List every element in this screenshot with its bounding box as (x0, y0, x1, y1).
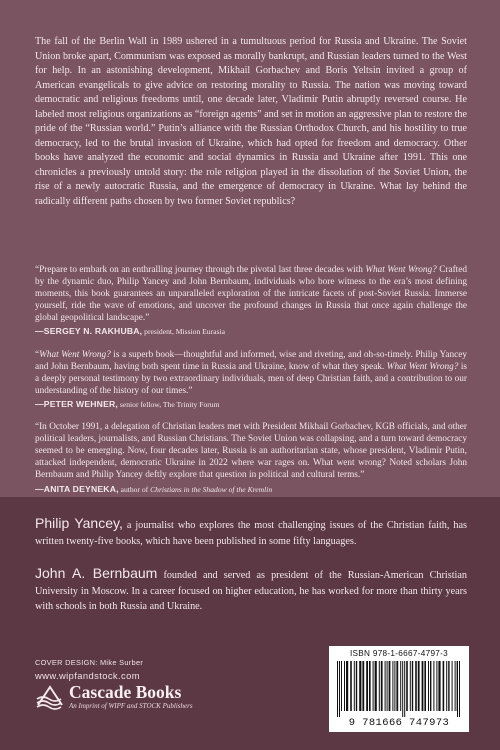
barcode-bars (335, 661, 463, 717)
barcode-bar (366, 661, 368, 711)
endorsement-text: “What Went Wrong? is a superb book—thoughtful and informed, wise and riveting, and oh-so-timely. Philip Yancey and John Bernbaum, having both spent time in Russia and Ukraine, know of what they speak. What Went Wrong? is a deeply personal testimony by two extraordinary individuals, men of deep Christian faith, and a contribution to our understanding of the history of our times.” (35, 349, 468, 396)
barcode-bar (457, 661, 458, 717)
barcode-bar (402, 661, 403, 717)
barcode-bar (448, 661, 449, 711)
endorsement-attribution (35, 483, 467, 496)
barcode-bar (392, 661, 393, 711)
barcode-bar (344, 661, 345, 711)
barcode-bar (459, 661, 460, 717)
endorsement-text: “In October 1991, a delegation of Christian leaders met with President Mikhail Gorbachev, KGB officials, and other political leaders, journalists, and Russian Christians. The Soviet Union was collapsing, and a turn toward democracy seemed to be emerging. Now, four decades later, Russia is an authoritarian state, whose president, Vladimir Putin, attacked independent, democratic Ukraine in 2022 where war rages on. What went wrong? Noted scholars John Bernbaum and Philip Yancey deftly explore that question in political and cultural terms.” (35, 422, 467, 481)
barcode-bar (337, 661, 338, 717)
barcode-bar (362, 661, 364, 711)
barcode-bar (394, 661, 395, 711)
barcode-bar (339, 661, 340, 717)
barcode-bar (389, 661, 391, 711)
cover-credits (35, 658, 143, 681)
publisher-name: Cascade Books (69, 682, 182, 702)
publisher-imprint: An Imprint of WIPF and STOCK Publishers (69, 702, 193, 710)
book-title: What Went Wrong? (386, 361, 459, 372)
book-title: What Went Wrong? (39, 349, 111, 360)
endorsement-rakhuba (35, 264, 467, 339)
endorser-role: president, Mission Eurasia (142, 327, 225, 337)
endorsement-attribution (35, 325, 467, 338)
barcode-bar (410, 661, 411, 711)
endorser-role: author of (118, 484, 151, 494)
endorsement-deyneka (35, 421, 467, 496)
barcode-bar (381, 661, 383, 711)
barcode-bar (379, 661, 380, 711)
barcode-bar (396, 661, 398, 711)
author-bio-yancey (35, 516, 467, 549)
barcode-bar (387, 661, 388, 711)
barcode-bar (375, 661, 377, 711)
endorsements (35, 264, 467, 496)
author-bio-text: founded and served as president of the Russian-American Christian University in Moscow. In a career focused on higher education, he has worked for more than thirty years with schools in both Russia and Ukraine. (35, 570, 467, 612)
barcode-bar (359, 661, 361, 711)
barcode-bar (356, 661, 357, 711)
cascade-books-logo-icon (35, 683, 65, 711)
ean-number: 9 781666 747973 (348, 717, 450, 729)
endorser-name: —ANITA DEYNEKA, (35, 483, 119, 494)
isbn-label: ISBN 978-1-6667-4797-3 (349, 649, 449, 658)
barcode-bar (438, 661, 440, 711)
barcode-bar (373, 661, 374, 711)
endorsement-wehner (35, 349, 467, 411)
barcode-bar (346, 661, 348, 711)
barcode-bar (433, 661, 434, 711)
publisher-block (35, 683, 193, 711)
barcode-bar (443, 661, 445, 711)
barcode-bar (369, 661, 371, 711)
barcode-bar (430, 661, 431, 711)
barcode-bar (412, 661, 413, 711)
barcode-bar (452, 661, 453, 711)
barcode-bar (418, 661, 420, 711)
barcode-bar (455, 661, 456, 711)
barcode-bar (436, 661, 437, 711)
barcode-bar (415, 661, 417, 711)
barcode-bar (400, 661, 401, 711)
barcode-bar (404, 661, 405, 717)
barcode-bar (424, 661, 426, 711)
endorsement-attribution (35, 398, 467, 411)
barcode-bar (428, 661, 429, 711)
endorser-role: senior fellow, The Trinity Forum (118, 399, 220, 409)
barcode-bar (385, 661, 386, 711)
endorser-book-title: Christians in the Shadow of the Kremlin (150, 484, 273, 494)
book-description: The fall of the Berlin Wall in 1989 ushered in a tumultuous period for Russia and Ukraine. The Soviet Union broke apart, Communism was exposed as morally bankrupt, and Russian leaders turned to the West for help. In an astonishing development, Mikhail Gorbachev and Boris Yeltsin invited a group of American evangelicals to give advice on restoring morality to Russia. The nation was moving toward democratic and religious freedoms until, one decade later, Vladimir Putin abruptly reversed course. He labeled most religious organizations as “foreign agents” and set in motion an aggressive plan to restore the pride of the “Russian world.” Putin’s alliance with the Russian Orthodox Church, and his hostility to true democracy, led to the brutal invasion of Ukraine, which had opted for freedom and democracy. Other books have analyzed the economic and social dynamics in Russia and Ukraine after 1991. This one chronicles a previously untold story: the role religion played in the dissolution of the Soviet Union, the rise of a newly autocratic Russia, and the emergence of democracy in Ukraine. What lay behind the radically different paths chosen by two former Soviet republics? (35, 36, 467, 208)
barcode-bar (422, 661, 424, 711)
author-name: Philip Yancey, (35, 515, 123, 531)
barcode-bar (341, 661, 342, 711)
author-name: John A. Bernbaum (35, 565, 158, 581)
cover-design-credit: COVER DESIGN: Mike Surber (35, 658, 144, 667)
author-bio-bernbaum (35, 566, 467, 615)
barcode-bar (354, 661, 355, 711)
isbn-barcode (329, 646, 469, 732)
barcode-bar (350, 661, 352, 711)
endorsement-text: “Prepare to embark on an enthralling journey through the pivotal last three decades with What Went Wrong? Crafted by the dynamic duo, Philip Yancey and John Bernbaum, individuals who bore witness to the era’s most defining moments, this book guarantees an unparalleled exploration of the intricate facets of post-Soviet Russia. Immerse yourself, ride the wave of emotions, and uncover the profound changes in Russia that once again challenge the global geopolitical landscape.” (35, 265, 467, 324)
author-bio-text: a journalist who explores the most challenging issues of the Christian faith, has written twenty-five books, which have been published in some fifty languages. (35, 520, 468, 547)
publisher-website: www.wipfandstock.com (35, 670, 140, 681)
barcode-bar (446, 661, 447, 711)
endorser-name: —SERGEY N. RAKHUBA, (35, 326, 143, 337)
book-title: What Went Wrong? (365, 265, 437, 275)
endorser-name: —PETER WEHNER, (35, 398, 119, 409)
barcode-bar (406, 661, 408, 711)
